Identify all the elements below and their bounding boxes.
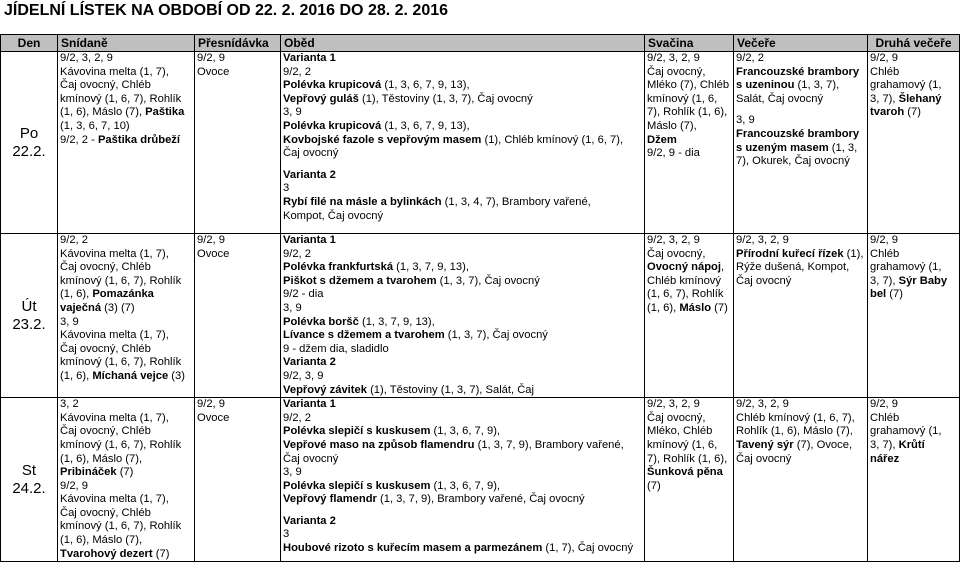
menu-line: (7)	[647, 479, 661, 492]
dish-name: Džem	[647, 133, 677, 146]
header-vecere: Večeře	[734, 35, 868, 52]
menu-line: Polévka slepičí s kuskusem (1, 3, 6, 7, 9),	[283, 479, 501, 492]
cell-snidane	[58, 52, 195, 234]
header-druha-vecere: Druhá večeře	[868, 35, 960, 52]
dish-name: s uzeninou	[736, 79, 795, 92]
menu-line: Čaj ovocný,	[647, 411, 706, 424]
menu-line: Ovoce	[197, 411, 230, 424]
menu-line: Vepřový flamendr (1, 3, 7, 9), Brambory vařené, Čaj ovocný	[283, 493, 585, 506]
cell-vecere	[734, 234, 868, 398]
dish-name: Polévka boršč	[283, 315, 359, 328]
dish-name: Krůtí	[898, 438, 925, 451]
menu-line: Čaj ovocný,	[647, 247, 706, 260]
menu-line: 3, 9	[283, 301, 302, 314]
dish-name: Paštika drůbeží	[97, 133, 181, 146]
spacer	[283, 161, 642, 169]
header-snidane: Snídaně	[58, 35, 195, 52]
menu-line: Rohlík (1, 6), Máslo (7),	[736, 425, 853, 438]
cell-vecere	[734, 398, 868, 562]
menu-line: 9/2, 3, 9	[283, 369, 324, 382]
menu-line: Varianta 2	[283, 514, 336, 527]
menu-line: 9 - džem dia, sladidlo	[283, 342, 389, 355]
dish-name: Pomazánka	[92, 288, 154, 301]
dish-name: Rybí filé na másle a bylinkách	[283, 195, 442, 208]
cell-presnidavka	[195, 234, 281, 398]
menu-line: 9/2, 9	[197, 52, 225, 64]
menu-line: Tvarohový dezert (7)	[60, 547, 170, 560]
cell-obed	[281, 234, 645, 398]
menu-line: Čaj ovocný	[283, 452, 339, 465]
dish-name: Kovbojské fazole s vepřovým masem	[283, 133, 482, 146]
menu-line: 9/2, 2	[283, 247, 311, 260]
cell-svacina	[645, 398, 734, 562]
menu-line: 9/2, 3, 2, 9	[647, 52, 700, 64]
cell-svacina	[645, 52, 734, 234]
menu-line: 3	[283, 182, 290, 195]
menu-line: 3, 9	[283, 106, 302, 119]
menu-line: Polévka slepičí s kuskusem (1, 3, 6, 7, 9),	[283, 425, 501, 438]
cell-day	[1, 234, 58, 398]
dish-name: Polévka krupicová	[283, 119, 382, 132]
menu-line: Rybí filé na másle a bylinkách (1, 3, 4, 7), Brambory vařené,	[283, 195, 591, 208]
menu-line: 7), Rohlík (1, 6),	[647, 106, 728, 119]
menu-line: 7), Rohlík (1, 6),	[647, 452, 728, 465]
menu-line: Ovocný nápoj,	[647, 261, 725, 274]
menu-line: 3, 9	[736, 114, 755, 127]
dish-name: Tavený sýr	[736, 438, 794, 451]
menu-line	[736, 128, 865, 142]
menu-line: Pribináček (7)	[60, 466, 134, 479]
menu-line: grahamový (1,	[870, 79, 942, 92]
dish-name: nářez	[870, 452, 900, 465]
menu-line: 9/2, 2	[283, 411, 311, 424]
menu-line: (1, 6), Máslo (7), Paštika	[60, 106, 185, 119]
menu-line: (1, 6), Pomazánka	[60, 288, 154, 301]
day-date: 24.2.	[12, 479, 46, 497]
dish-name: vaječná	[60, 301, 102, 314]
dish-name: Sýr Baby	[898, 274, 948, 287]
menu-line: Polévka frankfurtská (1, 3, 7, 9, 13),	[283, 261, 469, 274]
menu-line: Kávovina melta (1, 7),	[60, 493, 169, 506]
menu-line: 3, 9	[283, 466, 302, 479]
header-day: Den	[1, 35, 58, 52]
menu-line: Vepřový guláš (1), Těstoviny (1, 3, 7), Čaj ovocný	[283, 92, 533, 105]
menu-line: kmínový (1, 6, 7), Rohlík	[60, 274, 182, 287]
cell-druha-vecere	[868, 234, 960, 398]
cell-snidane	[58, 234, 195, 398]
menu-line	[736, 66, 865, 80]
day-name: Po	[19, 124, 39, 142]
dish-name: Šlehaný	[898, 92, 942, 105]
menu-line: Varianta 1	[283, 398, 336, 411]
menu-line: 9/2, 2	[283, 65, 311, 78]
header-obed: Oběd	[281, 35, 645, 52]
menu-line: Varianta 2	[283, 168, 336, 181]
header-presnidavka: Přesnídávka	[195, 35, 281, 52]
dish-name: Máslo	[679, 301, 712, 314]
menu-line: Chléb	[870, 65, 900, 78]
cell-presnidavka	[195, 398, 281, 562]
menu-line: Vepřový závitek (1), Těstoviny (1, 3, 7), Salát, Čaj	[283, 383, 535, 396]
header-svacina: Svačina	[645, 35, 734, 52]
menu-line: 9/2, 2	[60, 234, 88, 246]
menu-line: Polévka boršč (1, 3, 7, 9, 13),	[283, 315, 435, 328]
day-row	[1, 52, 960, 234]
menu-line: Máslo (7),	[647, 119, 697, 132]
cell-obed	[281, 398, 645, 562]
dish-name: Francouzské brambory	[736, 65, 860, 78]
menu-line: 7), Okurek, Čaj ovocný	[736, 155, 850, 168]
dish-name: Francouzské brambory	[736, 127, 860, 140]
menu-line: Tavený sýr (7), Ovoce,	[736, 438, 853, 451]
menu-line: Přírodní kuřecí řízek (1),	[736, 247, 864, 260]
cell-druha-vecere	[868, 52, 960, 234]
cell-obed	[281, 52, 645, 234]
menu-line: grahamový (1,	[870, 425, 942, 438]
menu-line: 3, 7), Šlehaný	[870, 92, 942, 105]
menu-line: Čaj ovocný, Chléb	[60, 506, 151, 519]
menu-line: Mléko, Chléb	[647, 425, 713, 438]
menu-line: Ovoce	[197, 247, 230, 260]
header-row	[1, 35, 960, 52]
dish-name: bel	[870, 288, 887, 301]
menu-line: 9/2, 9 - dia	[647, 147, 700, 160]
menu-line: 9/2, 9	[870, 398, 898, 411]
menu-line: Kovbojské fazole s vepřovým masem (1), Chléb kmínový (1, 6, 7),	[283, 133, 624, 146]
menu-line	[870, 453, 957, 467]
menu-line: 9/2, 3, 2, 9	[736, 398, 789, 411]
menu-line: Vepřové maso na způsob flamendru (1, 3, 7, 9), Brambory vařené,	[283, 438, 624, 451]
menu-line: vaječná (3) (7)	[60, 301, 135, 314]
menu-line: Čaj ovocný,	[647, 65, 706, 78]
menu-line: kmínový (1, 6,	[647, 438, 718, 451]
menu-line: Ovoce	[197, 65, 230, 78]
day-row	[1, 234, 960, 398]
dish-name: Vepřový guláš	[283, 92, 359, 105]
cell-vecere	[734, 52, 868, 234]
day-name: Út	[21, 297, 37, 315]
menu-table	[0, 34, 960, 562]
dish-name: Polévka slepičí s kuskusem	[283, 479, 431, 492]
menu-line: Kompot, Čaj ovocný	[283, 209, 384, 222]
dish-name: s uzeným masem	[736, 141, 829, 154]
menu-line: Čaj ovocný	[283, 147, 339, 160]
menu-line: kmínový (1, 6, 7), Rohlík	[60, 520, 182, 533]
spacer	[283, 507, 642, 515]
menu-line: Varianta 1	[283, 52, 336, 64]
menu-line: 9/2, 9	[870, 52, 898, 64]
menu-line: Kávovina melta (1, 7),	[60, 411, 169, 424]
menu-line: Mléko (7), Chléb	[647, 79, 730, 92]
menu-line: Kávovina melta (1, 7),	[60, 65, 169, 78]
menu-line: 9/2, 9	[197, 234, 225, 246]
dish-name: Vepřové maso na způsob flamendru	[283, 438, 475, 451]
menu-line: Piškot s džemem a tvarohem (1, 3, 7), Čaj ovocný	[283, 274, 540, 287]
menu-line: Čaj ovocný	[736, 452, 792, 465]
menu-line: Chléb kmínový	[647, 274, 721, 287]
day-date: 22.2.	[12, 142, 46, 160]
dish-name: tvaroh	[870, 106, 905, 119]
menu-line: 9/2, 9	[197, 398, 225, 411]
menu-line: Čaj ovocný	[736, 274, 792, 287]
dish-name: Míchaná vejce	[92, 369, 169, 382]
dish-name: Ovocný nápoj	[647, 261, 721, 274]
spacer	[736, 106, 865, 114]
day-row	[1, 398, 960, 562]
menu-line: kmínový (1, 6, 7), Rohlík	[60, 356, 182, 369]
menu-line: 9/2, 2 - Paštika drůbeží	[60, 133, 181, 146]
dish-name: Šunková pěna	[647, 466, 723, 479]
menu-line: Čaj ovocný, Chléb	[60, 425, 151, 438]
menu-line: Čaj ovocný, Chléb	[60, 261, 151, 274]
menu-line: 3, 7), Sýr Baby	[870, 274, 948, 287]
menu-line: 3, 2	[60, 398, 79, 411]
dish-name: Polévka frankfurtská	[283, 261, 394, 274]
menu-line: 3, 7), Krůtí	[870, 438, 925, 451]
menu-line: (1, 3, 6, 7, 10)	[60, 119, 130, 132]
menu-line: Polévka krupicová (1, 3, 6, 7, 9, 13),	[283, 79, 470, 92]
dish-name: Polévka krupicová	[283, 79, 382, 92]
cell-presnidavka	[195, 52, 281, 234]
menu-line: kmínový (1, 6,	[647, 92, 718, 105]
menu-line: Kávovina melta (1, 7),	[60, 247, 169, 260]
menu-line: Houbové rizoto s kuřecím masem a parmezánem (1, 7), Čaj ovocný	[283, 542, 634, 555]
dish-name: Paštika	[145, 106, 185, 119]
menu-line: Kávovina melta (1, 7),	[60, 329, 169, 342]
menu-line: kmínový (1, 6, 7), Rohlík	[60, 438, 182, 451]
menu-line: Čaj ovocný, Chléb	[60, 342, 151, 355]
menu-line: (1, 6), Máslo (7)	[647, 301, 728, 314]
menu-line: Chléb kmínový (1, 6, 7),	[736, 411, 855, 424]
dish-name: Vepřový závitek	[283, 383, 367, 396]
menu-line: 9/2, 3, 2, 9	[736, 234, 789, 246]
cell-day	[1, 398, 58, 562]
cell-druha-vecere	[868, 398, 960, 562]
menu-line: Rýže dušená, Kompot,	[736, 261, 850, 274]
cell-svacina	[645, 234, 734, 398]
menu-line: Polévka krupicová (1, 3, 6, 7, 9, 13),	[283, 119, 470, 132]
menu-line: Salát, Čaj ovocný	[736, 92, 824, 105]
menu-line: (1, 6), Máslo (7),	[60, 534, 143, 547]
menu-line: 9/2, 9	[60, 479, 88, 492]
dish-name: Pribináček	[60, 466, 117, 479]
menu-line: kmínový (1, 6, 7), Rohlík	[60, 92, 182, 105]
menu-line: Lívance s džemem a tvarohem (1, 3, 7), Čaj ovocný	[283, 329, 548, 342]
dish-name: Piškot s džemem a tvarohem	[283, 274, 437, 287]
menu-line: tvaroh (7)	[870, 106, 921, 119]
dish-name: Polévka slepičí s kuskusem	[283, 425, 431, 438]
menu-line: 9/2, 3, 2, 9	[647, 234, 700, 246]
menu-line: 9/2, 3, 2, 9	[647, 398, 700, 411]
cell-day	[1, 52, 58, 234]
dish-name: Vepřový flamendr	[283, 493, 377, 506]
menu-line: (1, 6, 7), Rohlík	[647, 288, 724, 301]
menu-line: Chléb	[870, 411, 900, 424]
menu-line: Varianta 1	[283, 234, 336, 246]
dish-name: Tvarohový dezert	[60, 547, 153, 560]
menu-line: 3	[283, 528, 290, 541]
menu-line: 9/2, 9	[870, 234, 898, 246]
menu-line: 9/2, 2	[736, 52, 764, 64]
dish-name: Houbové rizoto s kuřecím masem a parmezánem	[283, 542, 543, 555]
page-title: JÍDELNÍ LÍSTEK NA OBDOBÍ OD 22. 2. 2016 DO 28. 2. 2016	[4, 2, 449, 19]
dish-name: Lívance s džemem a tvarohem	[283, 329, 445, 342]
menu-line	[647, 466, 731, 480]
menu-line: Varianta 2	[283, 356, 336, 369]
day-date: 23.2.	[12, 315, 46, 333]
menu-line: 9/2 - dia	[283, 288, 324, 301]
menu-line: s uzeninou (1, 3, 7),	[736, 79, 840, 92]
menu-line: (1, 6), Máslo (7),	[60, 452, 143, 465]
menu-line: (1, 6), Míchaná vejce (3)	[60, 369, 185, 382]
day-name: St	[21, 461, 37, 479]
menu-line: bel (7)	[870, 288, 903, 301]
menu-line: Čaj ovocný, Chléb	[60, 79, 151, 92]
menu-line: s uzeným masem (1, 3,	[736, 141, 858, 154]
dish-name: Přírodní kuřecí řízek	[736, 247, 844, 260]
menu-line: grahamový (1,	[870, 261, 942, 274]
menu-line	[647, 134, 731, 148]
menu-line: 3, 9	[60, 315, 79, 328]
menu-line: Chléb	[870, 247, 900, 260]
menu-line: 9/2, 3, 2, 9	[60, 52, 113, 64]
cell-snidane	[58, 398, 195, 562]
